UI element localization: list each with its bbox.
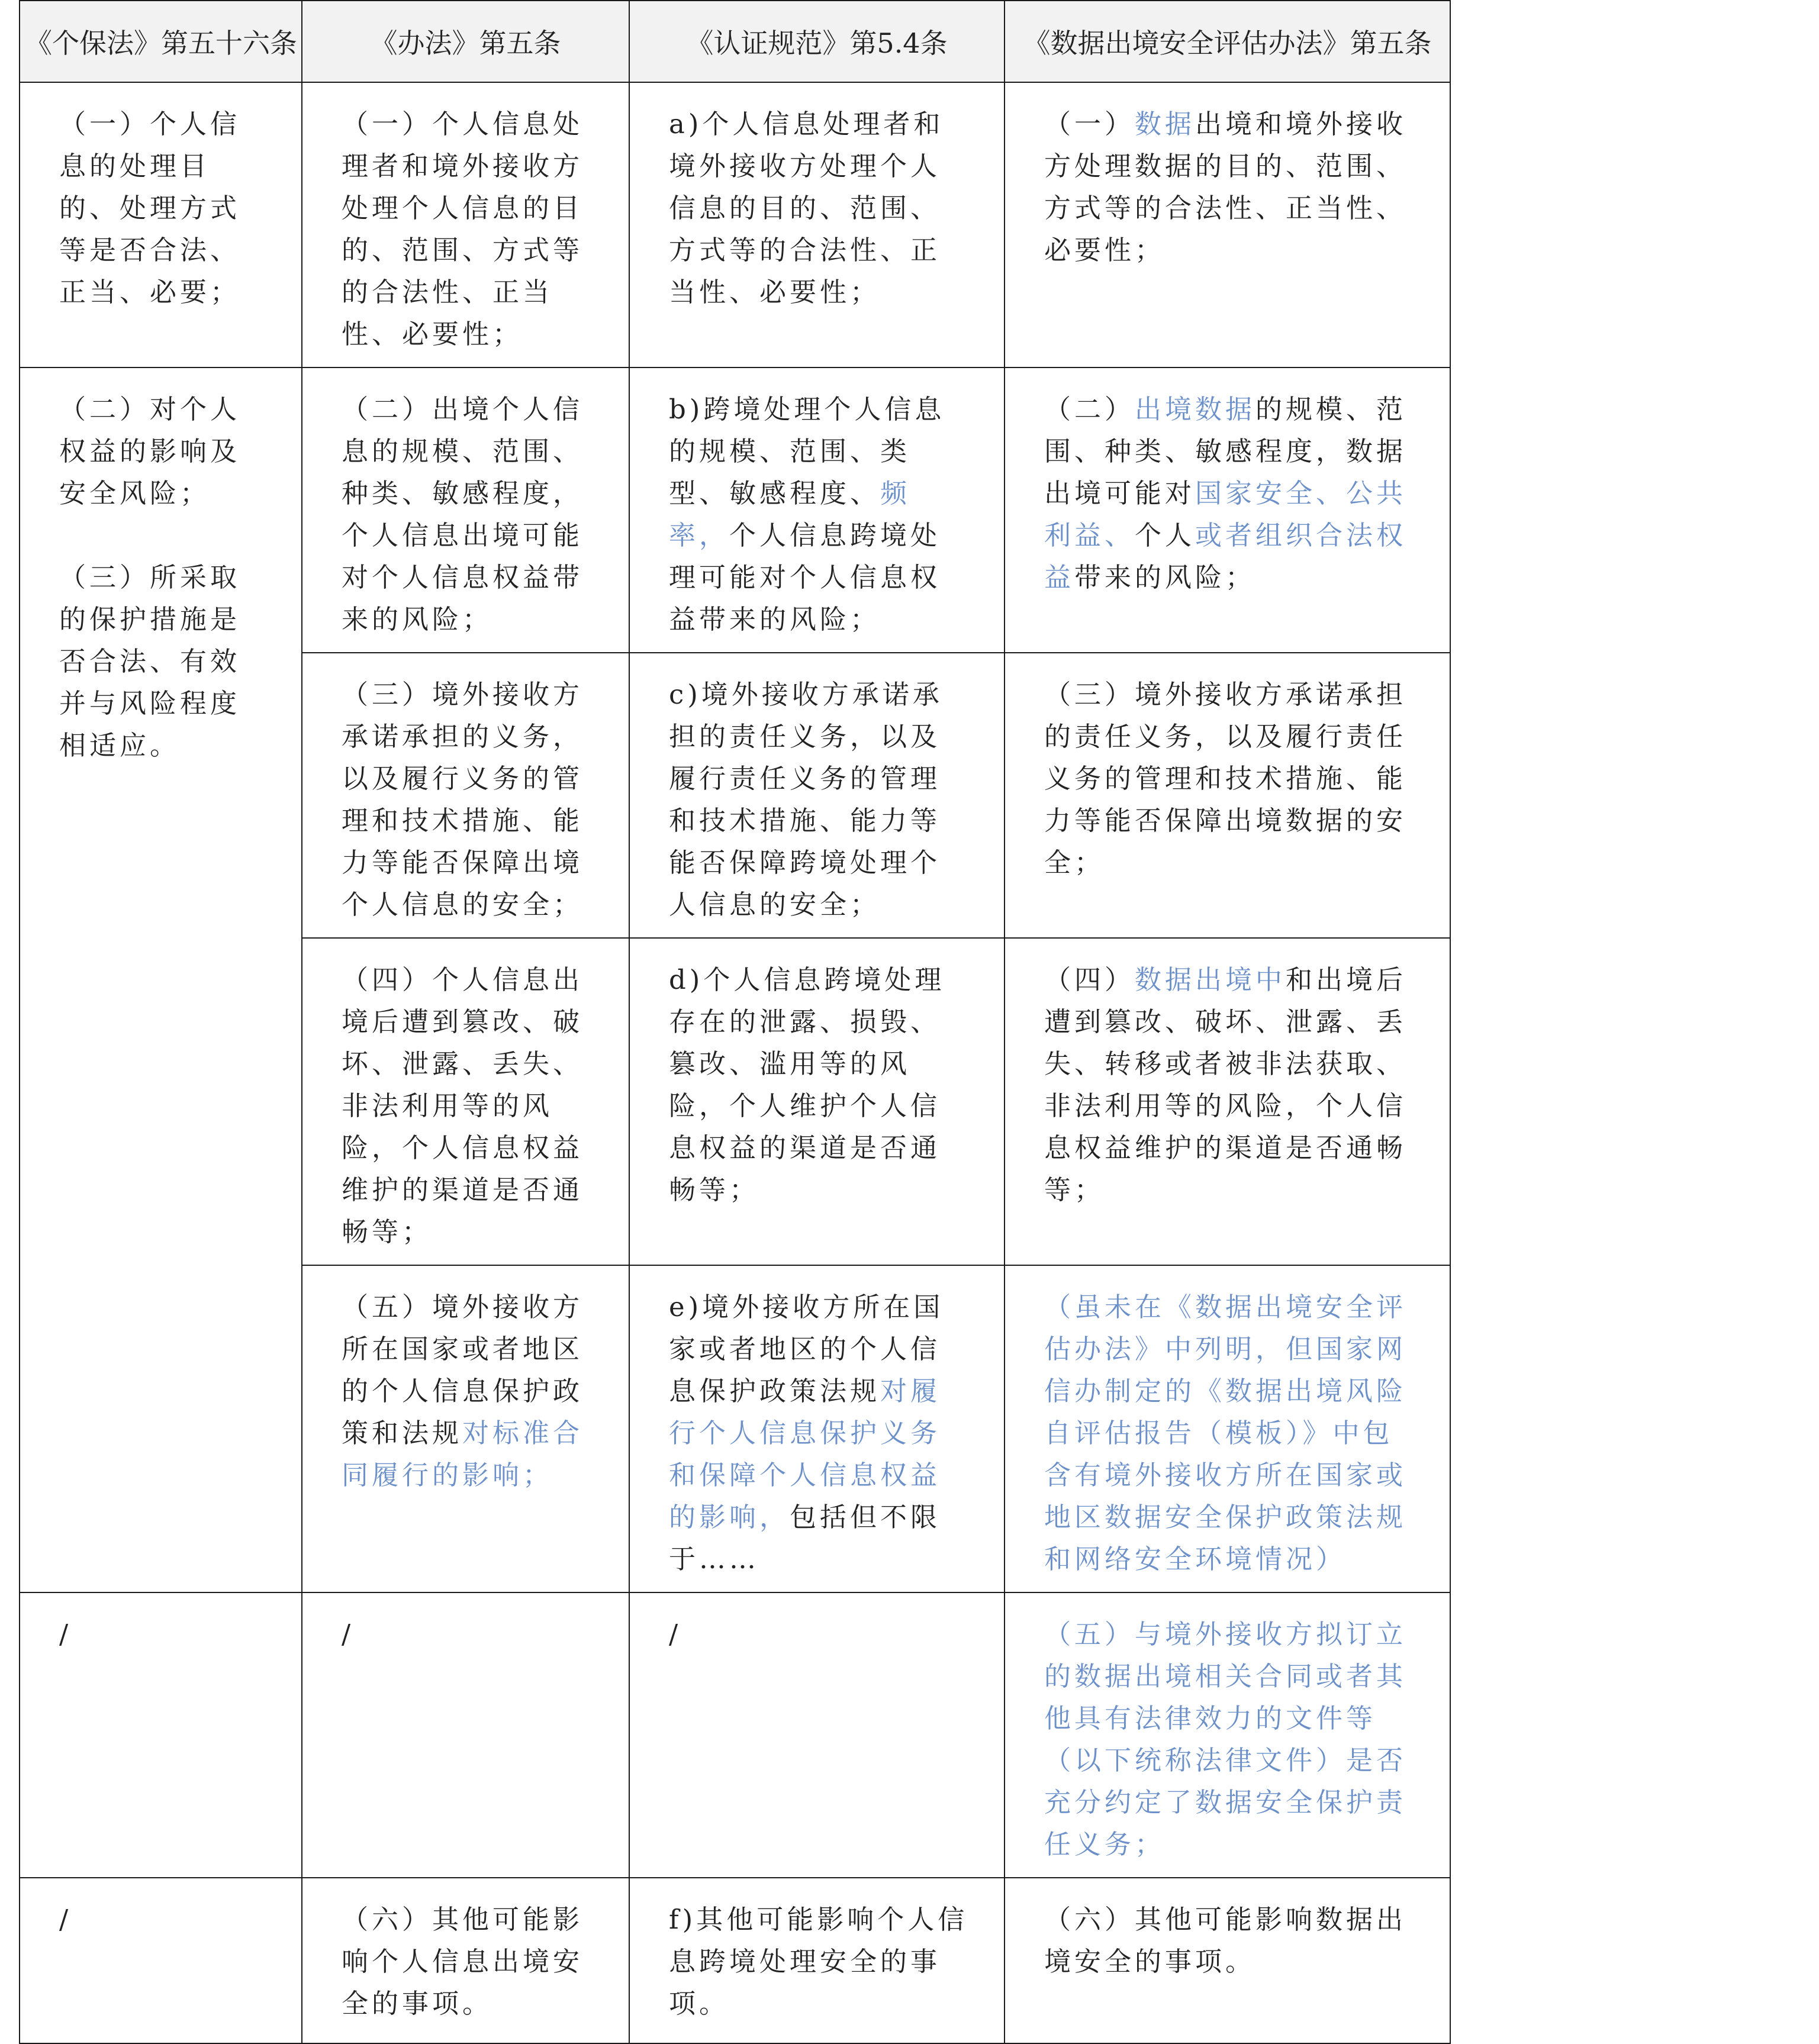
highlighted-text: 数据 [1135, 108, 1196, 140]
cell-r1-c2: （一）个人信息处理者和境外接收方处理个人信息的目的、范围、方式等的合法性、正当性、必要性； [302, 82, 629, 367]
cell-text: （四） [1044, 964, 1135, 995]
cell-text: 和出境后遭到篡改、破坏、泄露、丢失、转移或者被非法获取、非法利用等的风险，个人信息权益维护的渠道是否通畅等； [1044, 964, 1407, 1205]
header-measures-art5: 《办法》第五条 [302, 1, 629, 82]
cell-r2-c2: （二）出境个人信息的规模、范围、种类、敏感程度，个人信息出境可能对个人信息权益带来的风险； [302, 367, 629, 653]
cell-r6-c1: / [20, 1592, 302, 1878]
cell-r6-c3: / [629, 1592, 1005, 1878]
header-row [20, 1, 1450, 82]
cell-r2-c4 [1005, 367, 1450, 653]
cell-text: （二）对个人权益的影响及安全风险； [59, 394, 241, 509]
cell-r5-c2 [302, 1265, 629, 1592]
cell-r3-c3: c)境外接收方承诺承担的责任义务，以及履行责任义务的管理和技术措施、能力等能否保障跨境处理个人信息的安全； [629, 653, 1005, 938]
cell-r6-c2: / [302, 1592, 629, 1878]
highlighted-text: 国家安全、公共利益、 [1044, 478, 1407, 551]
highlighted-text: 出境数据 [1135, 394, 1256, 425]
cell-r4-c3: d)个人信息跨境处理存在的泄露、损毁、篡改、滥用等的风险，个人维护个人信息权益的渠道是否通畅等； [629, 938, 1005, 1265]
cell-r3-c4: （三）境外接收方承诺承担的责任义务，以及履行责任义务的管理和技术措施、能力等能否保障出境数据的安全； [1005, 653, 1450, 938]
cell-text: （一） [1044, 108, 1135, 140]
cell-text: 个人信息跨境处理可能对个人信息权益带来的风险； [669, 520, 941, 635]
header-certification-spec-5-4: 《认证规范》第5.4条 [629, 1, 1005, 82]
cell-text: b)跨境处理个人信息的规模、范围、类型、敏感程度、 [669, 394, 945, 509]
cell-r7-c2: （六）其他可能影响个人信息出境安全的事项。 [302, 1878, 629, 2043]
highlighted-text: 或者组织合法权益 [1044, 520, 1407, 593]
cell-r6-c4: （五）与境外接收方拟订立的数据出境相关合同或者其他具有法律效力的文件等（以下统称法律文件）是否充分约定了数据安全保护责任义务； [1005, 1592, 1450, 1878]
cell-r7-c3: f)其他可能影响个人信息跨境处理安全的事项。 [629, 1878, 1005, 2043]
cell-r3-c2: （三）境外接收方承诺承担的义务，以及履行义务的管理和技术措施、能力等能否保障出境个人信息的安全； [302, 653, 629, 938]
highlighted-text: 对标准合同履行的影响； [342, 1417, 584, 1491]
cell-text: 个人 [1135, 520, 1196, 551]
cell-r2-c3 [629, 367, 1005, 653]
cell-r1-c3: a)个人信息处理者和境外接收方处理个人信息的目的、范围、方式等的合法性、正当性、必要性； [629, 82, 1005, 367]
cell-text: 出境和境外接收方处理数据的目的、范围、方式等的合法性、正当性、必要性； [1044, 108, 1407, 266]
cell-r7-c4: （六）其他可能影响数据出境安全的事项。 [1005, 1878, 1450, 2043]
cell-text: （三）所采取的保护措施是否合法、有效并与风险程度相适应。 [59, 562, 241, 761]
cell-text: （二） [1044, 394, 1135, 425]
paragraph-gap [59, 514, 266, 556]
table-row [20, 82, 1450, 367]
cell-r5-c4: （虽未在《数据出境安全评估办法》中列明，但国家网信办制定的《数据出境风险自评估报告（模板）》中包含有境外接收方所在国家或地区数据安全保护政策法规和网络安全环境情况） [1005, 1265, 1450, 1592]
cell-r4-c4 [1005, 938, 1450, 1265]
cell-text: e)境外接收方所在国家或者地区的个人信息保护政策法规 [669, 1291, 944, 1407]
cell-r5-c3 [629, 1265, 1005, 1592]
cell-r4-c2: （四）个人信息出境后遭到篡改、破坏、泄露、丢失、非法利用等的风险，个人信息权益维护的渠道是否通畅等； [302, 938, 629, 1265]
cell-r1-c1: （一）个人信息的处理目的、处理方式等是否合法、正当、必要； [20, 82, 302, 367]
cell-text: 的规模、范围、种类、敏感程度，数据出境可能对 [1044, 394, 1407, 509]
cell-r1-c4 [1005, 82, 1450, 367]
cell-text: 包括但不限于…… [669, 1501, 941, 1575]
highlighted-text: 频率， [669, 478, 911, 551]
cell-r7-c1: / [20, 1878, 302, 2043]
table-row [20, 1592, 1450, 1878]
highlighted-text: 数据出境中 [1135, 964, 1286, 995]
cell-text: （五）境外接收方所在国家或者地区的个人信息保护政策和法规 [342, 1291, 584, 1449]
table-row [20, 1878, 1450, 2043]
header-pipl-art56: 《个保法》第五十六条 [20, 1, 302, 82]
cell-text: 带来的风险； [1074, 562, 1256, 593]
cell-r2-c1-merged [20, 367, 302, 1592]
table-row [20, 367, 1450, 653]
comparison-table [19, 0, 1451, 2044]
highlighted-text: 对履行个人信息保护义务和保障个人信息权益的影响， [669, 1375, 941, 1533]
header-data-export-assessment-art5: 《数据出境安全评估办法》第五条 [1005, 1, 1450, 82]
